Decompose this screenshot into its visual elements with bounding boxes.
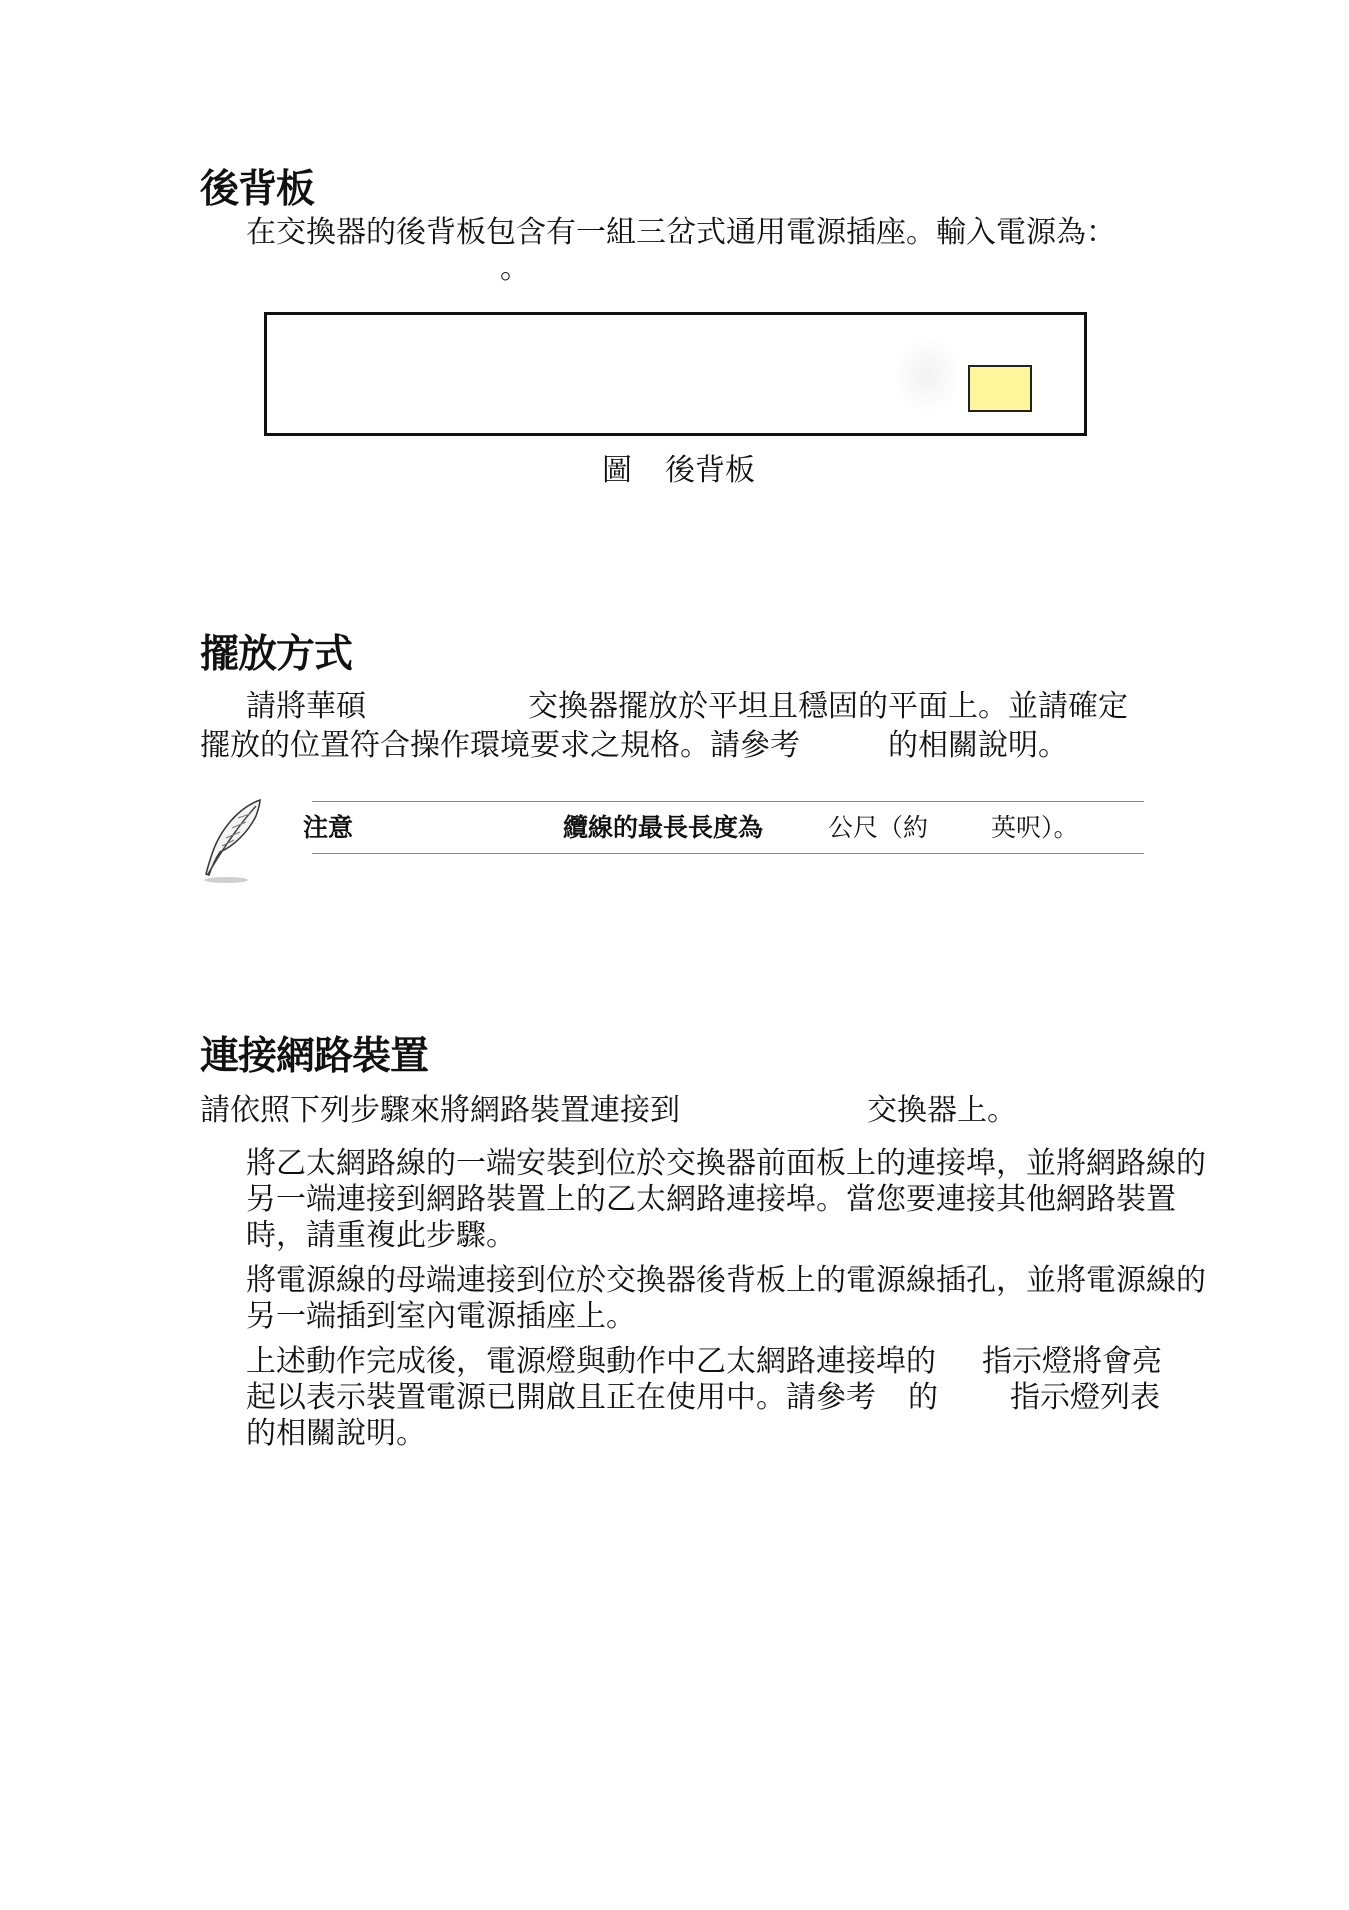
step2-line2: 另一端插到室內電源插座上。 [246, 1299, 636, 1334]
step3-line2-b: 的 [908, 1380, 938, 1415]
placement-text-line2-b: 的相關說明。 [888, 728, 1068, 763]
power-socket [968, 365, 1032, 412]
section-title-rear-panel: 後背板 [200, 167, 315, 212]
power-port-label [949, 367, 965, 409]
step3-line1-a: 上述動作完成後，電源燈與動作中乙太網路連接埠的 [246, 1344, 936, 1379]
note-bottom-rule [312, 853, 1144, 854]
step1-line3: 時，請重複此步驟。 [246, 1218, 516, 1253]
rear-panel-text-line1: 在交換器的後背板包含有一組三岔式通用電源插座。輸入電源為： [246, 215, 1116, 250]
connect-intro-a: 請依照下列步驟來將網路裝置連接到 [200, 1093, 680, 1128]
section-title-connect: 連接網路裝置 [200, 1034, 429, 1079]
note-top-rule [312, 801, 1144, 802]
rear-panel-text-line2: 。 [500, 251, 530, 286]
figure-label: 圖 [602, 453, 632, 488]
step3-line2-c: 指示燈列表 [1010, 1380, 1160, 1415]
step3-line2-a: 起以表示裝置電源已開啟且正在使用中。請參考 [246, 1380, 876, 1415]
step3-line1-b: 指示燈將會亮 [982, 1344, 1162, 1379]
step3-line3: 的相關說明。 [246, 1416, 426, 1451]
section-title-placement: 擺放方式 [200, 632, 353, 677]
placement-text-line1-b: 交換器擺放於平坦且穩固的平面上。並請確定 [528, 689, 1128, 724]
connect-intro-b: 交換器上。 [867, 1093, 1017, 1128]
note-label: 注意 [303, 813, 354, 842]
step2-line1: 將電源線的母端連接到位於交換器後背板上的電源線插孔，並將電源線的 [246, 1263, 1206, 1298]
rear-panel-figure [264, 312, 1087, 436]
figure-caption: 後背板 [665, 453, 755, 488]
note-text-a: 纜線的最長長度為 [563, 813, 764, 842]
step1-line2: 另一端連接到網路裝置上的乙太網路連接埠。當您要連接其他網路裝置 [246, 1182, 1176, 1217]
step1-line1: 將乙太網路線的一端安裝到位於交換器前面板上的連接埠，並將網路線的 [246, 1146, 1206, 1181]
placement-text-line1-a: 請將華碩 [246, 689, 366, 724]
note-text-b: 公尺（約 [828, 813, 929, 842]
note-text-c: 英呎）。 [991, 813, 1079, 842]
feather-pen-icon [198, 796, 268, 886]
placement-text-line2-a: 擺放的位置符合操作環境要求之規格。請參考 [200, 728, 800, 763]
